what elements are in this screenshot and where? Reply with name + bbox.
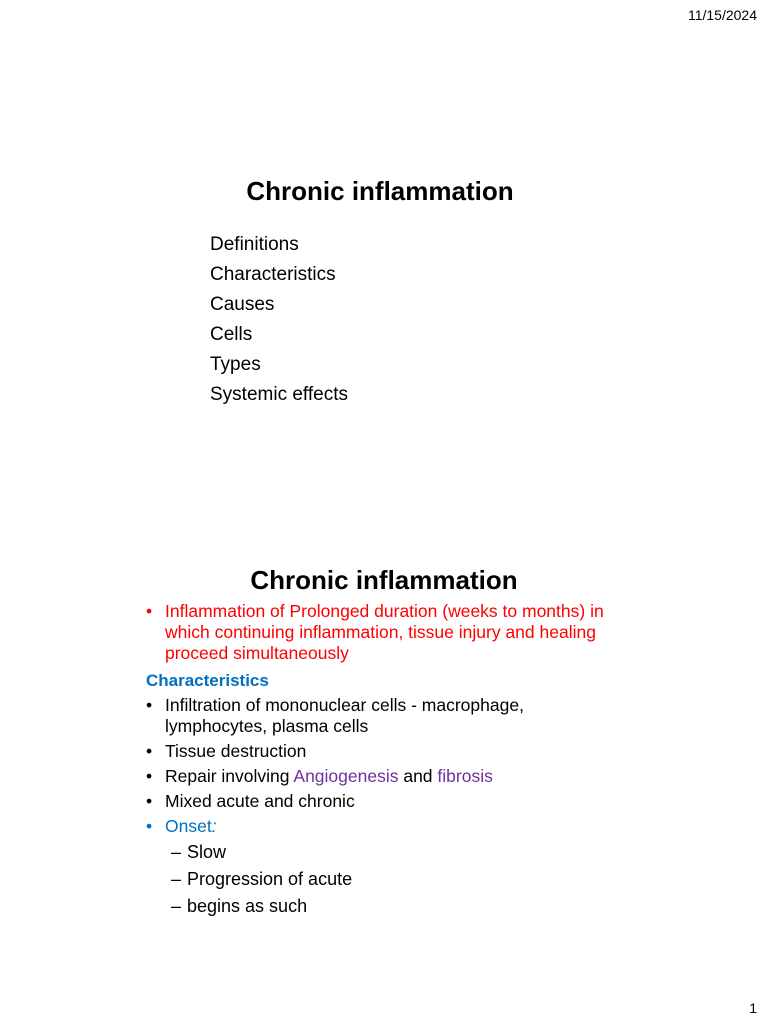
bullet-repair-prefix: Repair involving — [165, 766, 294, 786]
onset-item-begins — [146, 895, 616, 917]
onset-item-text: Progression of acute — [187, 869, 353, 889]
bullet-icon: • — [146, 791, 153, 811]
bullet-icon: • — [146, 601, 153, 621]
definition-bullet — [146, 601, 616, 664]
dash-icon: – — [171, 896, 182, 916]
onset-item-text: begins as such — [187, 896, 308, 916]
outline-item-systemic-effects: Systemic effects — [210, 384, 348, 405]
bullet-icon: • — [146, 766, 153, 786]
bullet-mixed — [146, 791, 616, 812]
outline-item-definitions: Definitions — [210, 234, 299, 255]
bullet-tissue-text: Tissue destruction — [165, 741, 307, 761]
bullet-repair-and: and — [398, 766, 438, 786]
outline-item-types: Types — [210, 354, 261, 375]
outline-item-causes: Causes — [210, 294, 275, 315]
bullet-icon: • — [146, 816, 153, 836]
bullet-mixed-text: Mixed acute and chronic — [165, 791, 355, 811]
angiogenesis-term: Angiogenesis — [293, 766, 399, 786]
outline-list — [210, 230, 348, 410]
onset-colon: : — [211, 816, 217, 836]
bullet-icon: • — [146, 741, 153, 761]
onset-label: Onset — [165, 816, 212, 836]
onset-item-progression — [146, 868, 616, 890]
bullet-tissue-destruction — [146, 741, 616, 762]
fibrosis-term: fibrosis — [437, 766, 493, 786]
slide1-title: Chronic inflammation — [246, 176, 514, 206]
outline-item-cells: Cells — [210, 324, 253, 345]
characteristics-heading: Characteristics — [146, 671, 269, 690]
bullet-onset — [146, 816, 616, 837]
onset-item-text: Slow — [187, 842, 227, 862]
outline-item-characteristics: Characteristics — [210, 264, 336, 285]
bullet-infiltration — [146, 695, 616, 737]
bullet-icon: • — [146, 695, 153, 715]
page-number: 1 — [749, 1000, 757, 1016]
bullet-infiltration-text: Infiltration of mononuclear cells - macrophage, lymphocytes, plasma cells — [165, 695, 524, 736]
dash-icon: – — [171, 842, 182, 862]
definition-text: Inflammation of Prolonged duration (weeks to months) in which continuing inflammation, tissue injury and healing proceed simultaneously — [165, 601, 604, 663]
document-date: 11/15/2024 — [687, 7, 757, 23]
onset-item-slow — [146, 841, 616, 863]
dash-icon: – — [171, 869, 182, 889]
slide2-title: Chronic inflammation — [250, 565, 518, 595]
bullet-repair — [146, 766, 616, 787]
slide2-body — [146, 601, 616, 922]
